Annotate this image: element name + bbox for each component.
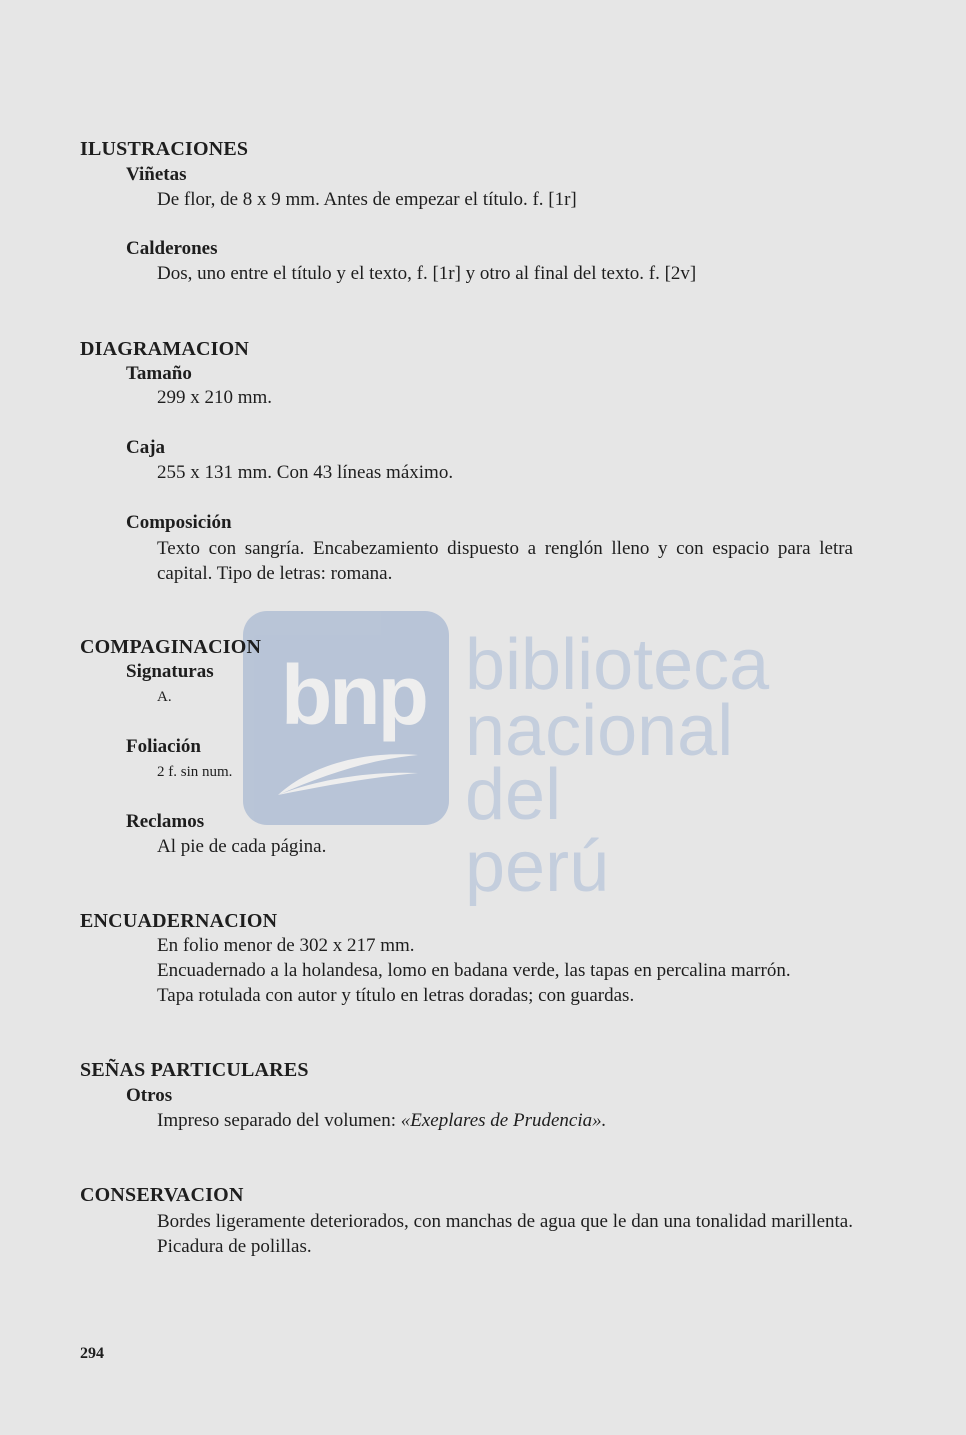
text-calderones: Dos, uno entre el título y el texto, f. [1r] y otro al final del texto. f. [2v]	[157, 263, 697, 284]
bnp-logo-text: bnp	[281, 648, 426, 742]
label-reclamos: Reclamos	[126, 811, 205, 832]
heading-senas-particulares: SEÑAS PARTICULARES	[80, 1059, 309, 1081]
text-conservacion: Bordes ligeramente deteriorados, con manchas de agua que le dan una tonalidad marillenta. Picadura de polillas.	[157, 1211, 853, 1257]
text-encuadernacion-2: Encuadernado a la holandesa, lomo en badana verde, las tapas en percalina marrón.	[157, 960, 791, 981]
text-otros-title: «Exeplares de Prudencia».	[400, 1110, 607, 1131]
text-tamano: 299 x 210 mm.	[157, 387, 273, 408]
label-otros: Otros	[126, 1085, 173, 1106]
label-signaturas: Signaturas	[126, 661, 214, 682]
text-foliacion: 2 f. sin num.	[157, 764, 233, 780]
heading-compaginacion: COMPAGINACION	[80, 636, 262, 658]
text-encuadernacion-1: En folio menor de 302 x 217 mm.	[157, 935, 415, 956]
label-tamano: Tamaño	[126, 363, 192, 384]
watermark-line-3: del perú	[465, 755, 610, 907]
text-encuadernacion-3: Tapa rotulada con autor y título en letras doradas; con guardas.	[157, 985, 635, 1006]
text-composicion: Texto con sangría. Encabezamiento dispuesto a renglón lleno y con espacio para letra capital. Tipo de letras: romana.	[157, 538, 853, 584]
text-otros-prefix: Impreso separado del volumen:	[157, 1110, 401, 1131]
label-vinetas: Viñetas	[126, 164, 187, 185]
text-caja: 255 x 131 mm. Con 43 líneas máximo.	[157, 462, 454, 483]
page-number: 294	[80, 1345, 104, 1362]
bnp-watermark	[243, 611, 770, 907]
text-signaturas: A.	[157, 689, 172, 705]
label-calderones: Calderones	[126, 238, 218, 259]
heading-ilustraciones: ILUSTRACIONES	[80, 138, 249, 160]
heading-conservacion: CONSERVACION	[80, 1184, 244, 1206]
text-otros	[157, 1110, 606, 1132]
heading-encuadernacion: ENCUADERNACION	[80, 910, 278, 932]
watermark-line-1: biblioteca	[465, 625, 770, 705]
text-reclamos: Al pie de cada página.	[157, 836, 327, 857]
text-vinetas: De flor, de 8 x 9 mm. Antes de empezar el título. f. [1r]	[157, 189, 577, 210]
heading-diagramacion: DIAGRAMACION	[80, 338, 250, 360]
label-composicion: Composición	[126, 512, 232, 533]
label-foliacion: Foliación	[126, 736, 201, 757]
watermark-line-2: nacional	[465, 691, 734, 771]
bnp-logo-box	[243, 611, 449, 825]
label-caja: Caja	[126, 437, 166, 458]
wave-logo-icon	[273, 733, 423, 803]
